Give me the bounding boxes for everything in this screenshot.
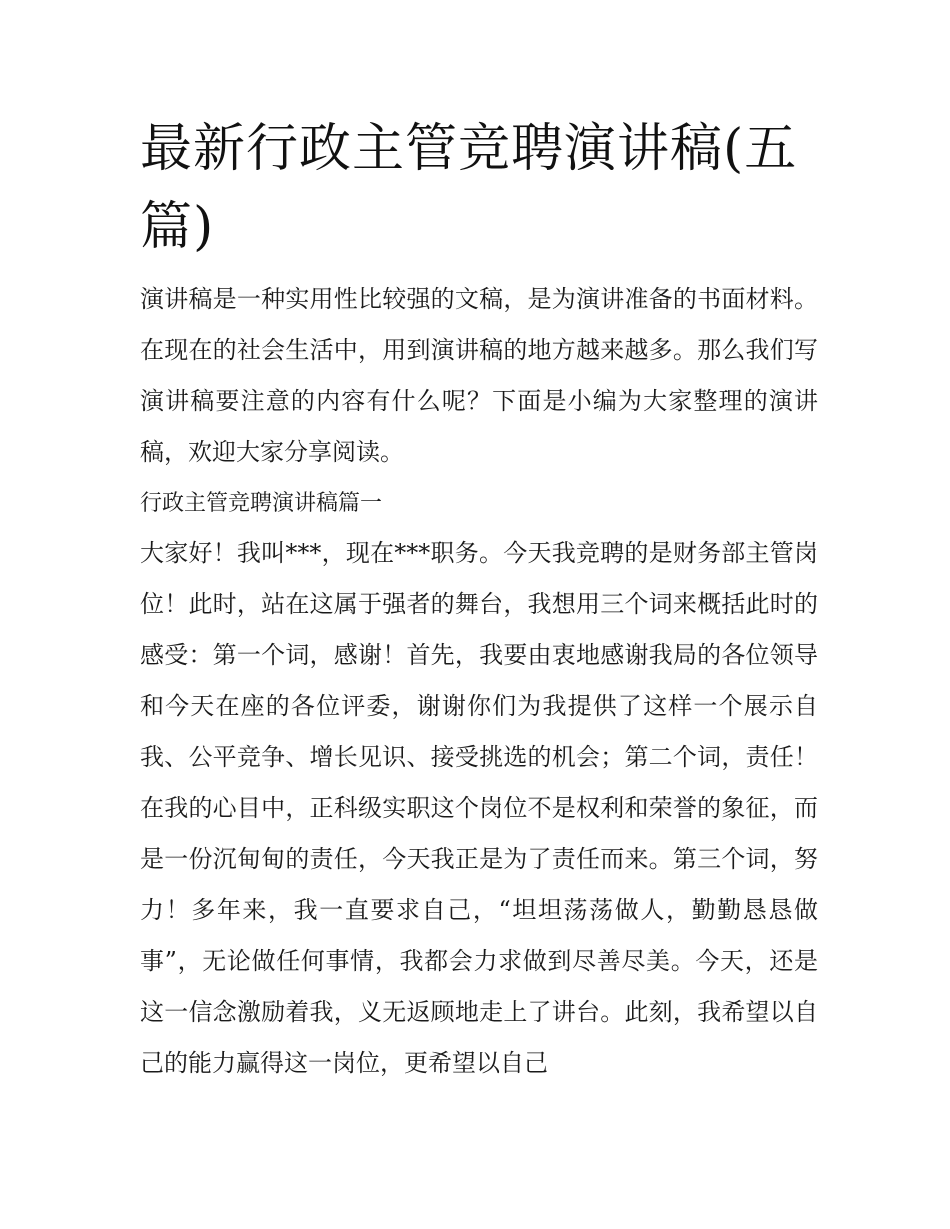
section-heading: 行政主管竞聘演讲稿篇一: [140, 491, 383, 516]
speech-paragraph: 大家好！我叫***，现在***职务。今天我竞聘的是财务部主管岗位！此时，站在这属于强者的舞台，我想用三个词来概括此时的感受：第一个词，感谢！首先，我要由衷地感谢我局的各位领导和今天在座的各位评委，谢谢你们为我提供了这样一个展示自我、公平竞争、增长见识、接受挑选的机会；第二个词，责任！在我的心目中，正科级实职这个岗位不是权利和荣誉的象征，而是一份沉甸甸的责任，今天我正是为了责任而来。第三个词，努力！多年来，我一直要求自己，“坦坦荡荡做人，勤勤恳恳做事”，无论做任何事情，我都会力求做到尽善尽美。今天，还是这一信念激励着我，义无返顾地走上了讲台。此刻，我希望以自己的能力赢得这一岗位，更希望以自己: [140, 539, 818, 1077]
intro-paragraph: 演讲稿是一种实用性比较强的文稿，是为演讲准备的书面材料。在现在的社会生活中，用到演讲稿的地方越来越多。那么我们写演讲稿要注意的内容有什么呢？下面是小编为大家整理的演讲稿，欢迎大家分享阅读。: [140, 285, 818, 466]
document-title: 最新行政主管竞聘演讲稿(五篇): [140, 119, 798, 257]
